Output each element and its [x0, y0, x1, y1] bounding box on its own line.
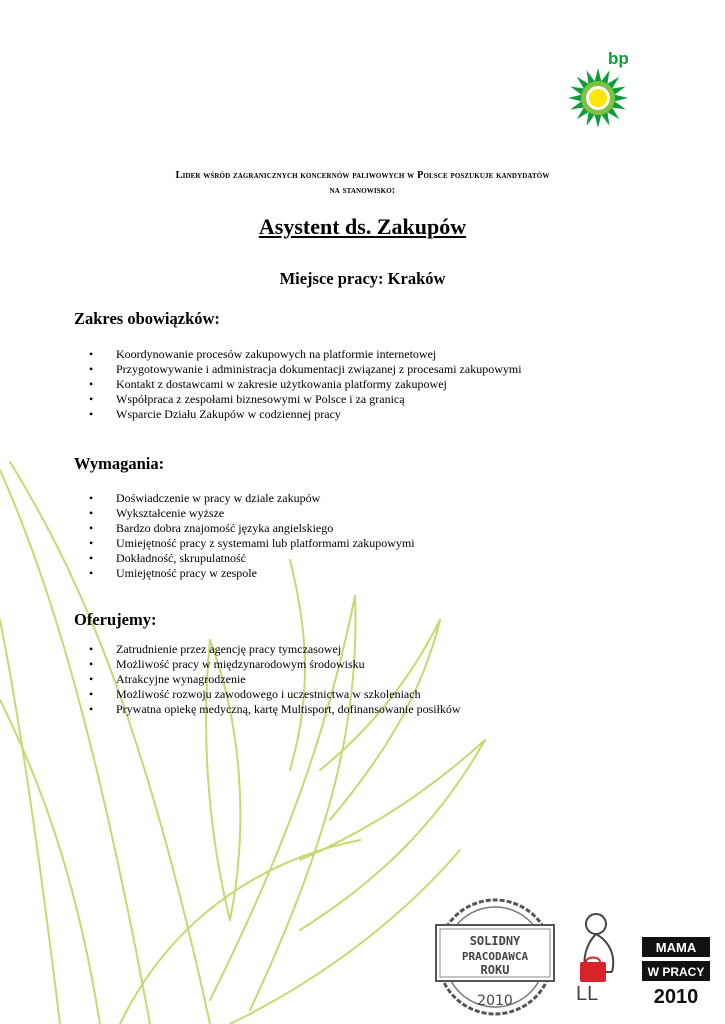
- solidny-pracodawca-stamp: [432, 897, 558, 1017]
- list-item: • Dokładność, skrupulatność: [88, 551, 415, 566]
- stamp-text-line2: PRACODAWCA: [461, 950, 529, 963]
- mama-figure-with-bag-icon: [572, 910, 638, 1006]
- bp-helios-logo-icon: [568, 46, 634, 130]
- list-item: • Doświadczenie w pracy w dziale zakupów: [88, 491, 415, 506]
- stamp-text-line1: SOLIDNY: [469, 934, 521, 948]
- list-item: • Umiejętność pracy z systemami lub platformami zakupowymi: [88, 536, 415, 551]
- duties-list: [88, 347, 522, 422]
- offer-list: [88, 642, 461, 717]
- requirements-list: [88, 491, 415, 581]
- list-item: • Kontakt z dostawcami w zakresie użytkowania platformy zakupowej: [88, 377, 522, 392]
- offer-heading: Oferujemy:: [74, 610, 157, 629]
- intro-line-2: na stanowisko:: [329, 185, 396, 196]
- intro-line-1: Lider wśród zagranicznych koncernów paliwowych w Polsce poszukuje kandydatów: [175, 170, 550, 181]
- list-item: • Umiejętność pracy w zespole: [88, 566, 415, 581]
- list-item: • Wykształcenie wyższe: [88, 506, 415, 521]
- requirements-heading: Wymagania:: [74, 454, 165, 473]
- bp-logo-text: bp: [608, 49, 629, 68]
- mama-year: 2010: [653, 986, 699, 1005]
- mama-text-line2: W PRACY: [647, 965, 705, 979]
- list-item: • Możliwość pracy w międzynarodowym środowisku: [88, 657, 461, 672]
- list-item: • Koordynowanie procesów zakupowych na platformie internetowej: [88, 347, 522, 362]
- list-item: • Atrakcyjne wynagrodzenie: [88, 672, 461, 687]
- duties-heading: Zakres obowiązków:: [74, 309, 220, 328]
- list-item: • Współpraca z zespołami biznesowymi w Polsce i za granicą: [88, 392, 522, 407]
- mama-w-pracy-badge: [642, 937, 710, 1005]
- mama-text-line1: MAMA: [655, 940, 697, 955]
- job-title: Asystent ds. Zakupów: [258, 214, 467, 239]
- stamp-text-line3: ROKU: [480, 963, 510, 977]
- job-location: Miejsce pracy: Kraków: [279, 269, 446, 288]
- list-item: • Zatrudnienie przez agencję pracy tymczasowej: [88, 642, 461, 657]
- mama-initials: LL: [576, 983, 599, 1005]
- list-item: • Bardzo dobra znajomość języka angielskiego: [88, 521, 415, 536]
- list-item: • Możliwość rozwoju zawodowego i uczestnictwa w szkoleniach: [88, 687, 461, 702]
- list-item: • Prywatna opiekę medyczną, kartę Multisport, dofinansowanie posiłków: [88, 702, 461, 717]
- list-item: • Wsparcie Działu Zakupów w codziennej pracy: [88, 407, 522, 422]
- list-item: • Przygotowywanie i administracja dokumentacji związanej z procesami zakupowymi: [88, 362, 522, 377]
- stamp-year: 2010: [477, 993, 513, 1009]
